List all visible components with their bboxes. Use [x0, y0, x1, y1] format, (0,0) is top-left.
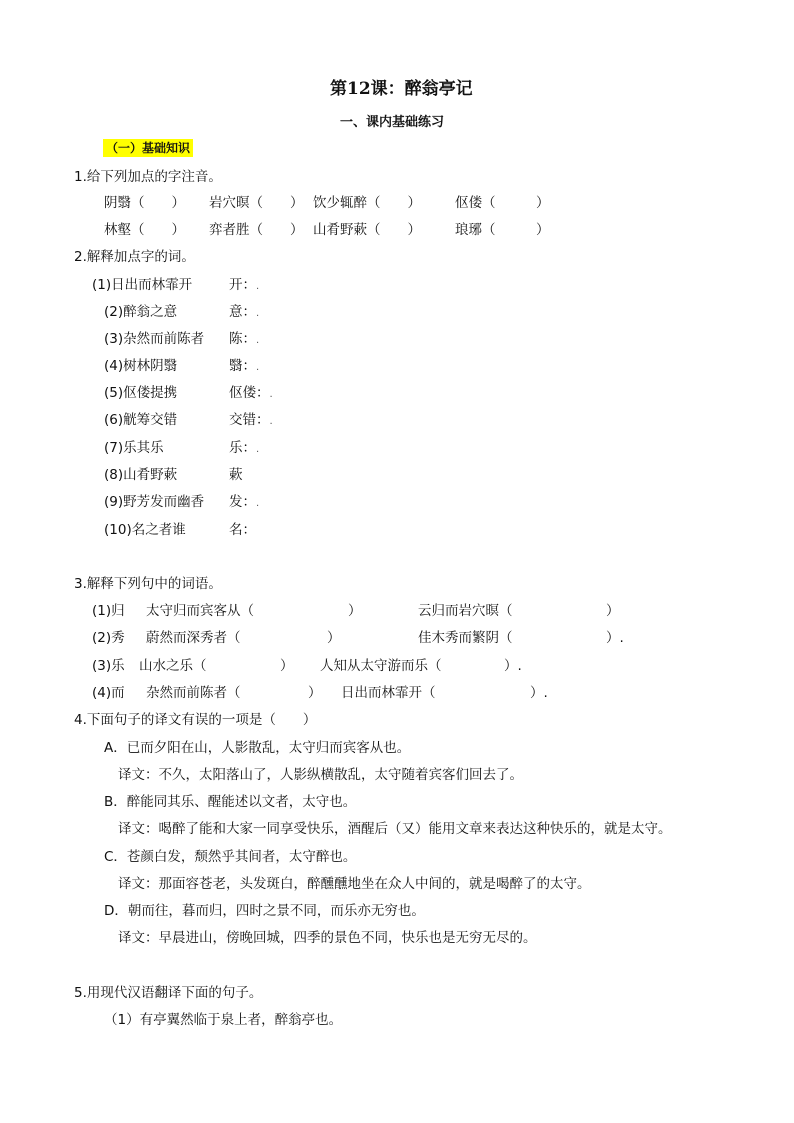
q1-item: 弈者胜（ ）: [209, 222, 304, 238]
q1-item: 山肴野蔌（ ）: [313, 222, 421, 238]
q3-sentence-b: 云归而岩穴暝（: [418, 603, 513, 619]
q2-term: 交错：.: [229, 412, 273, 428]
q2-term: 翳：.: [229, 358, 260, 374]
q4-translation-b: 译文：喝醉了能和大家一同享受快乐，酒醒后（又）能用文章来表达这种快乐的，就是太守。: [118, 821, 672, 837]
q3-sentence-b: 人知从太守游而乐（: [320, 658, 442, 674]
q3-paren-close: ）.: [606, 630, 624, 646]
q5-item: （1）有亭翼然临于泉上者，醉翁亭也。: [104, 1012, 343, 1028]
q2-term: 乐：.: [229, 440, 260, 456]
q2-phrase: (5)伛偻提携: [104, 385, 178, 401]
q2-phrase: (9)野芳发而幽香: [104, 494, 205, 510]
q4-option-a: A．已而夕阳在山，人影散乱，太守归而宾客从也。: [104, 740, 411, 756]
page-title: 第12课：醉翁亭记: [330, 79, 473, 99]
q3-paren-close: ）.: [504, 658, 522, 674]
q3-paren-close: ）: [308, 685, 322, 701]
q3-paren-close: ）: [606, 603, 620, 619]
q3-sentence-a: 杂然而前陈者（: [146, 685, 241, 701]
q2-term: 陈：.: [229, 331, 260, 347]
q4-translation-a: 译文：不久，太阳落山了，人影纵横散乱，太守随着宾客们回去了。: [118, 767, 523, 783]
q3-paren-close: ）: [327, 630, 341, 646]
section-subtitle: 一、课内基础练习: [340, 115, 445, 130]
q2-phrase: (10)名之者谁: [104, 522, 186, 538]
q1-item: 伛偻（ ）: [455, 195, 550, 211]
q3-paren-close: ）.: [530, 685, 548, 701]
q2-term: 意：.: [229, 304, 260, 320]
q1-item: 琅琊（ ）: [455, 222, 550, 238]
q2-phrase: (4)树林阴翳: [104, 358, 178, 374]
q2-phrase: (2)醉翁之意: [104, 304, 178, 320]
q3-paren-close: ）: [348, 603, 362, 619]
q3-sentence-b: 佳木秀而繁阴（: [418, 630, 513, 646]
q4-option-d: D．朝而往，暮而归，四时之景不同，而乐亦无穷也。: [104, 903, 425, 919]
q3-num: (4)而: [92, 685, 125, 701]
q1-item: 岩穴暝（ ）: [209, 195, 304, 211]
q3-sentence-a: 蔚然而深秀者（: [146, 630, 241, 646]
q3-sentence-b: 日出而林霏开（: [341, 685, 436, 701]
q2-term: 蔌: [229, 467, 243, 483]
q4-prompt: 4.下面句子的译文有误的一项是（ ）: [74, 712, 317, 728]
q2-phrase: (8)山肴野蔌: [104, 467, 178, 483]
q1-item: 林壑（ ）: [104, 222, 185, 238]
q5-prompt: 5.用现代汉语翻译下面的句子。: [74, 985, 263, 1001]
q2-phrase: (1)日出而林霏开: [92, 277, 193, 293]
q2-term: 伛偻：.: [229, 385, 273, 401]
q3-sentence-a: 太守归而宾客从（: [146, 603, 254, 619]
q3-prompt: 3.解释下列句中的词语。: [74, 576, 222, 592]
q4-option-c: C．苍颜白发，颓然乎其间者，太守醉也。: [104, 849, 357, 865]
q3-num: (1)归: [92, 603, 125, 619]
q3-num: (3)乐: [92, 658, 125, 674]
q2-term: 名：: [229, 522, 256, 538]
q1-item: 阴翳（ ）: [104, 195, 185, 211]
q1-item: 饮少辄醉（ ）: [313, 195, 421, 211]
q2-phrase: (3)杂然而前陈者: [104, 331, 205, 347]
q3-num: (2)秀: [92, 630, 125, 646]
section-badge: （一）基础知识: [103, 139, 193, 157]
q4-translation-c: 译文：那面容苍老，头发斑白，醉醺醺地坐在众人中间的，就是喝醉了的太守。: [118, 876, 591, 892]
q3-sentence-a: 山水之乐（: [139, 658, 207, 674]
q2-prompt: 2.解释加点字的词。: [74, 249, 195, 265]
q3-paren-close: ）: [280, 658, 294, 674]
q4-translation-d: 译文：早晨进山，傍晚回城，四季的景色不同，快乐也是无穷无尽的。: [118, 930, 537, 946]
q2-term: 开：.: [229, 277, 260, 293]
q1-prompt: 1.给下列加点的字注音。: [74, 169, 222, 185]
q2-phrase: (7)乐其乐: [104, 440, 164, 456]
q2-term: 发：.: [229, 494, 260, 510]
q2-phrase: (6)觥筹交错: [104, 412, 178, 428]
q4-option-b: B．醉能同其乐、醒能述以文者，太守也。: [104, 794, 357, 810]
